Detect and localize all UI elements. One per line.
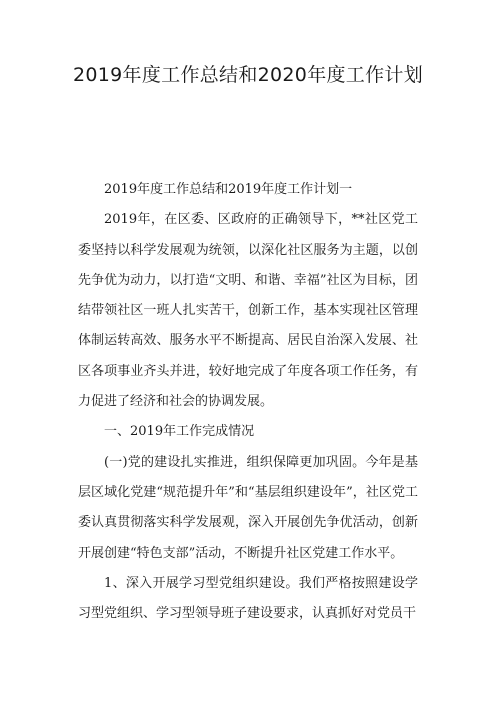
section-heading: 一、2019年工作完成情况 — [104, 424, 255, 440]
document-body — [78, 175, 418, 629]
paragraph-intro: 2019年，在区委、区政府的正确领导下，**社区党工委坚持以科学发展观为统领，以深化社区服务为主题，以创先争优为动力，以打造“文明、和谐、幸福”社区为目标，团结带领社区一班人扎实苦干，创新工作，基本实现社区管理体制运转高效、服务水平不断提高、居民自治深入发展、社区各项事业齐头并进，较好地完成了年度各项工作任务，有力促进了经济和社会的协调发展。 — [78, 212, 418, 410]
paragraph-party-building: (一)党的建设扎实推进，组织保障更加巩固。今年是基层区域化党建“规范提升年”和“基层组织建设年”，社区党工委认真贯彻落实科学发展观，深入开展创先争优活动，创新开展创建“特色支部”活动，不断提升社区党建工作水平。 — [78, 454, 418, 561]
paragraph-subtitle: 2019年度工作总结和2019年度工作计划一 — [104, 182, 353, 197]
document-title: 2019年度工作总结和2020年度工作计划 — [72, 64, 423, 86]
paragraph-learning-organization: 1、深入开展学习型党组织建设。我们严格按照建设学习型党组织、学习型领导班子建设要求，认真抓好对党员干 — [78, 575, 418, 622]
